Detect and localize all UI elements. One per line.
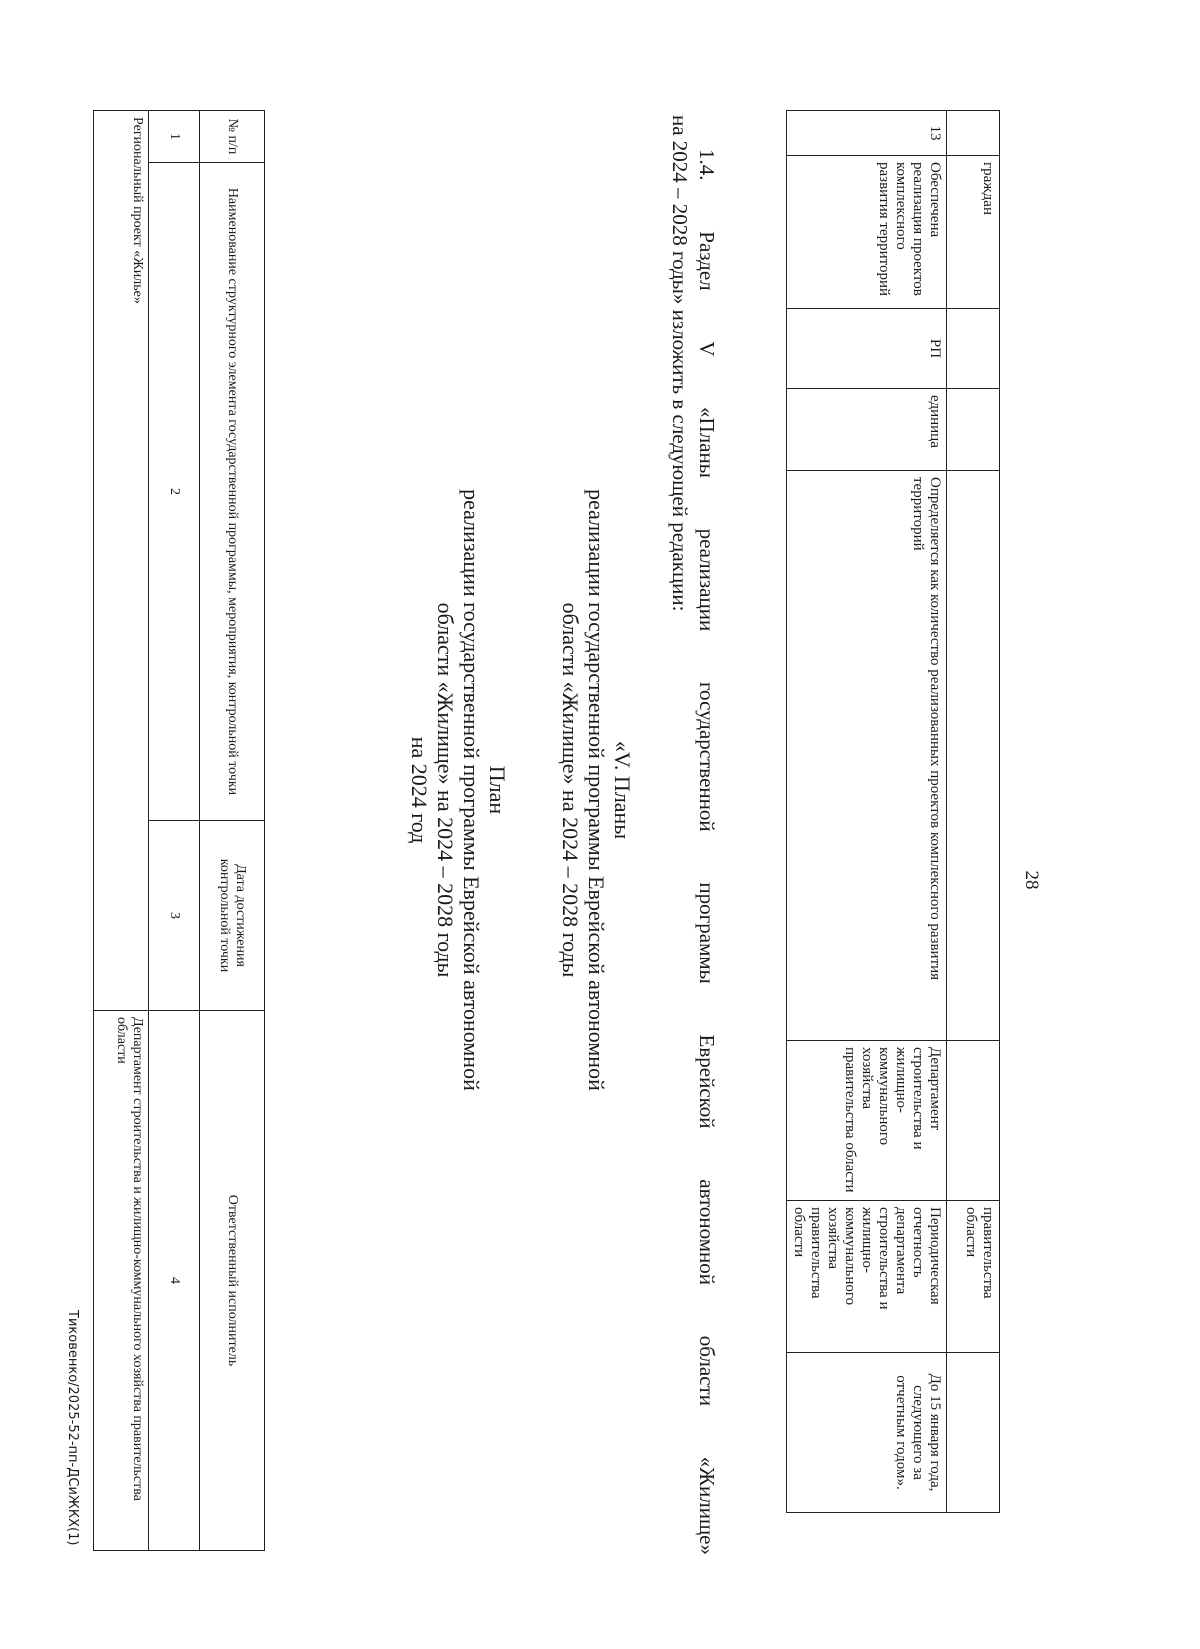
column-header: Наименование структурного элемента государственной программы, мероприятия, контрольной точки xyxy=(200,163,265,821)
table-cell xyxy=(947,309,1000,389)
heading-line: «V. Планы xyxy=(610,740,635,840)
unit-of-measure: единица xyxy=(787,389,947,471)
table-cell: граждан xyxy=(947,156,1000,309)
indicator-name: Обеспечена реализация проектов комплексного развития территорий xyxy=(787,156,947,309)
column-number: 1 xyxy=(149,111,200,163)
heading-line: на 2024 год xyxy=(407,736,432,844)
heading-line: План xyxy=(485,765,510,815)
table-cell: правительства области xyxy=(947,1201,1000,1353)
indicators-table-continuation xyxy=(786,110,1000,1513)
amendment-line: на 2024 – 2028 годы» изложить в следующей редакции: xyxy=(668,115,692,612)
table-cell xyxy=(947,1041,1000,1201)
table-row xyxy=(947,111,1000,1513)
heading-line: реализации государственной программы Еврейской автономной xyxy=(584,489,609,1091)
document-footer: Тиковенко/2025-52-пп-ДСиЖКХ(1) xyxy=(65,1310,80,1546)
table-cell xyxy=(947,389,1000,471)
responsible-body: Департамент строительства и жилищно-коммунального хозяйства правительства области xyxy=(787,1041,947,1201)
reporting-deadline: До 15 января года, следующего за отчетным годом». xyxy=(787,1353,947,1513)
table-row xyxy=(787,111,947,1513)
column-number: 3 xyxy=(149,821,200,1011)
table-row xyxy=(94,111,149,1551)
column-header: № п/п xyxy=(200,111,265,163)
plan-heading xyxy=(406,440,510,1140)
project-responsible: Департамент строительства и жилищно-коммунального хозяйства правительства области xyxy=(94,1011,149,1551)
project-name: Региональный проект «Жилье» xyxy=(94,111,149,1011)
column-number: 2 xyxy=(149,163,200,821)
column-header: Дата достижения контрольной точки xyxy=(200,821,265,1011)
heading-line: реализации государственной программы Еврейской автономной xyxy=(459,489,484,1091)
column-number: 4 xyxy=(149,1011,200,1551)
calculation-method: Определяется как количество реализованных проектов комплексного развития территорий xyxy=(787,471,947,1041)
table-cell xyxy=(947,471,1000,1041)
row-number: 13 xyxy=(787,111,947,156)
amendment-line: 1.4. Раздел V «Планы реализации государственной программы Еврейской автономной области «Жилище» xyxy=(695,149,719,1555)
heading-line: области «Жилище» на 2024 – 2028 годы xyxy=(558,602,583,978)
table-cell xyxy=(947,1353,1000,1513)
implementation-plan-table xyxy=(93,110,265,1551)
data-source: Периодическая отчетность департамента строительства и жилищно-коммунального хозяйства правительства области xyxy=(787,1201,947,1353)
page-number: 28 xyxy=(1021,870,1042,890)
heading-line: области «Жилище» на 2024 – 2028 годы xyxy=(433,602,458,978)
indicator-level: РП xyxy=(787,309,947,389)
column-header: Ответственный исполнитель xyxy=(200,1011,265,1551)
amendment-paragraph xyxy=(666,115,720,1555)
column-number-row xyxy=(149,111,200,1551)
table-header-row xyxy=(200,111,265,1551)
section-heading xyxy=(557,440,635,1140)
table-cell xyxy=(947,111,1000,156)
